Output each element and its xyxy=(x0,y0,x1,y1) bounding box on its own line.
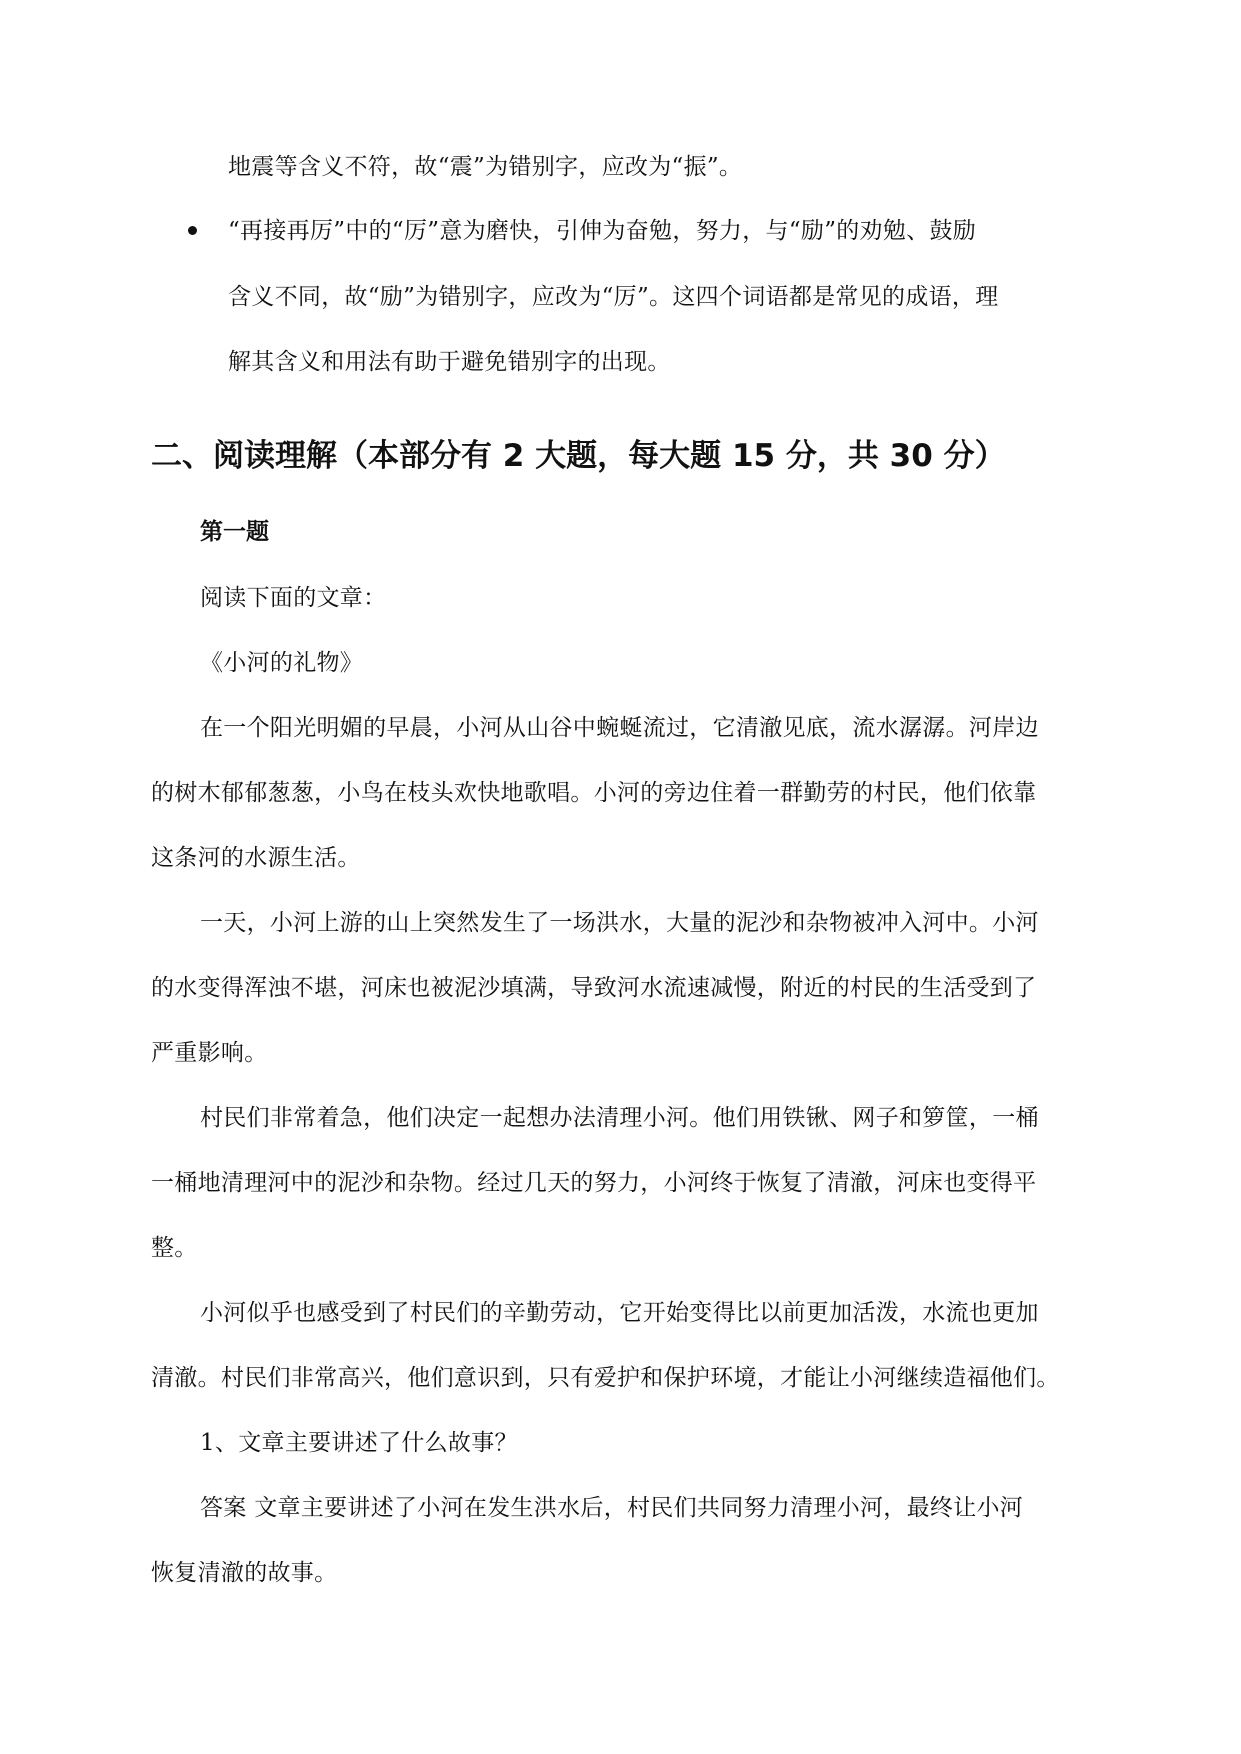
answer-line: 恢复清澈的故事。 xyxy=(151,1560,338,1586)
article-paragraph-line: 整。 xyxy=(151,1235,198,1261)
answer-line: 答案 文章主要讲述了小河在发生洪水后，村民们共同努力清理小河，最终让小河 xyxy=(200,1495,1024,1521)
article-paragraph-line: 在一个阳光明媚的早晨，小河从山谷中蜿蜒流过，它清澈见底，流水潺潺。河岸边 xyxy=(200,715,1039,741)
article-paragraph-line: 一桶地清理河中的泥沙和杂物。经过几天的努力，小河终于恢复了清澈，河床也变得平 xyxy=(151,1170,1037,1196)
article-paragraph-line: 严重影响。 xyxy=(151,1040,268,1066)
article-paragraph-line: 一天，小河上游的山上突然发生了一场洪水，大量的泥沙和杂物被冲入河中。小河 xyxy=(200,910,1039,936)
bullet-text-line: 解其含义和用法有助于避免错别字的出现。 xyxy=(228,349,671,375)
article-paragraph-line: 这条河的水源生活。 xyxy=(151,845,361,871)
section-heading: 二、阅读理解（本部分有 2 大题，每大题 15 分，共 30 分） xyxy=(151,438,1006,474)
article-paragraph-line: 小河似乎也感受到了村民们的辛勤劳动，它开始变得比以前更加活泼，水流也更加 xyxy=(200,1300,1039,1326)
article-title: 《小河的礼物》 xyxy=(200,650,364,676)
bullet-marker xyxy=(188,226,197,235)
article-paragraph-line: 的水变得浑浊不堪，河床也被泥沙填满，导致河水流速减慢，附近的村民的生活受到了 xyxy=(151,975,1037,1001)
question-heading: 第一题 xyxy=(200,519,269,545)
reading-instruction: 阅读下面的文章： xyxy=(200,585,387,611)
article-paragraph-line: 的树木郁郁葱葱，小鸟在枝头欢快地歌唱。小河的旁边住着一群勤劳的村民，他们依靠 xyxy=(151,780,1037,806)
bullet-text-line: 含义不同，故“励”为错别字，应改为“厉”。这四个词语都是常见的成语，理 xyxy=(228,284,999,310)
article-paragraph-line: 村民们非常着急，他们决定一起想办法清理小河。他们用铁锹、网子和箩筐，一桶 xyxy=(200,1105,1039,1131)
bullet-text-line: “再接再厉”中的“厉”意为磨快，引伸为奋勉，努力，与“励”的劝勉、鼓励 xyxy=(228,218,977,244)
question-text: 1、文章主要讲述了什么故事？ xyxy=(200,1430,518,1456)
article-paragraph-line: 清澈。村民们非常高兴，他们意识到，只有爱护和保护环境，才能让小河继续造福他们。 xyxy=(151,1365,1060,1391)
explanation-continuation-line: 地震等含义不符，故“震”为错别字，应改为“振”。 xyxy=(228,154,743,180)
